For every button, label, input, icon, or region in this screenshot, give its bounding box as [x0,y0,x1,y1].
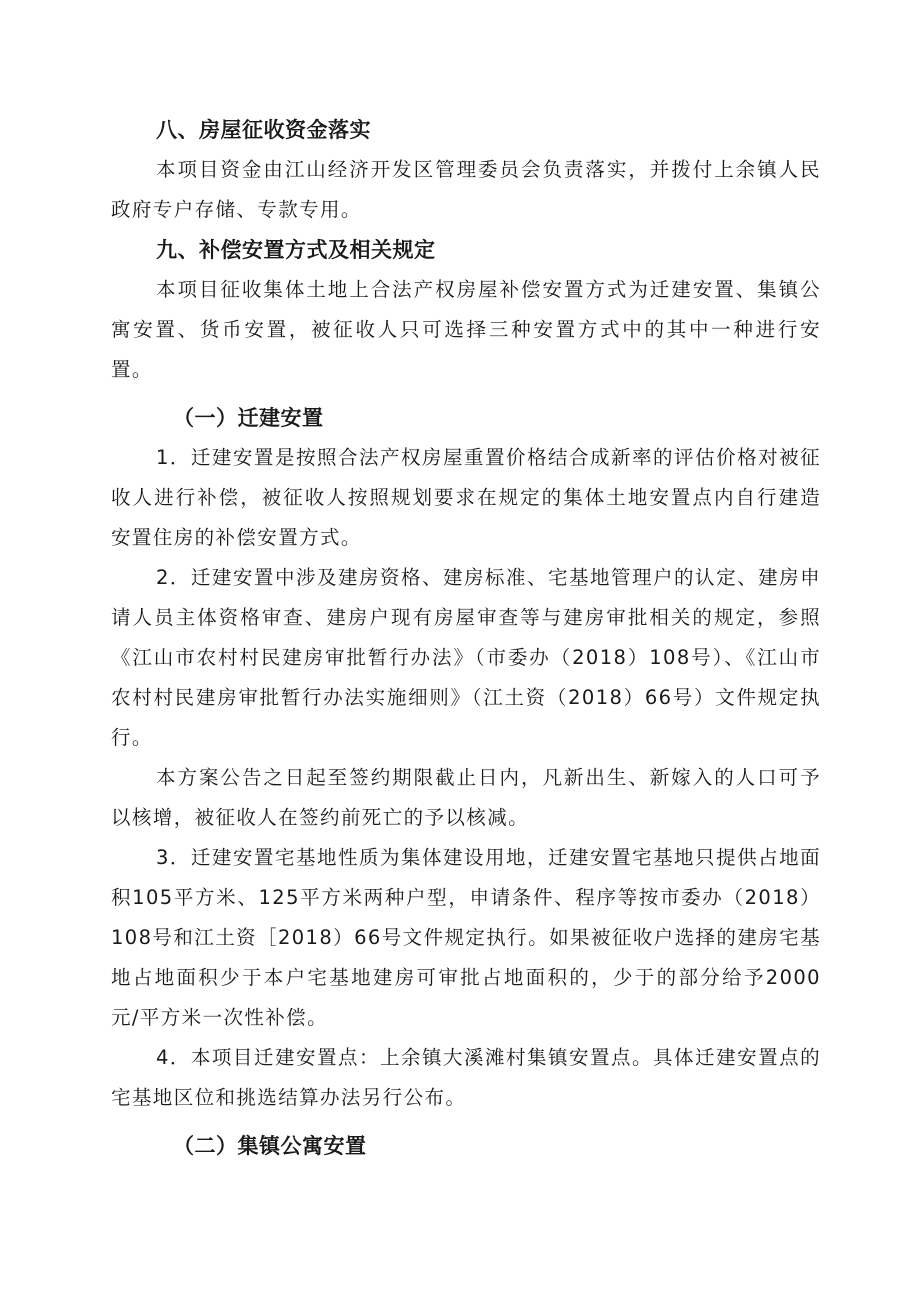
document-page [111,110,821,1166]
subsection-2-heading: （二）集镇公寓安置 [173,1134,367,1158]
subsection-1-item-4: 4．本项目迁建安置点：上余镇大溪滩村集镇安置点。具体迁建安置点的宅基地区位和挑选结算办法另行公布。 [111,1046,821,1109]
subsection-1-note: 本方案公告之日起至签约期限截止日内，凡新出生、新嫁入的人口可予以核增，被征收人在签约前死亡的予以核减。 [111,766,821,829]
subsection-1-item-3: 3．迁建安置宅基地性质为集体建设用地，迁建安置宅基地只提供占地面积105平方米、125平方米两种户型，申请条件、程序等按市委办（2018）108号和江土资［2018）66号文件规定执行。如果被征收户选择的建房宅基地占地面积少于本户宅基地建房可审批占地面积的，少于的部分给予2000元/平方米一次性补偿。 [111,846,821,1029]
subsection-1-heading: （一）迁建安置 [173,406,324,430]
section-8-paragraph: 本项目资金由江山经济开发区管理委员会负责落实，并拨付上余镇人民政府专户存储、专款专用。 [111,158,821,221]
subsection-1-item-2: 2．迁建安置中涉及建房资格、建房标准、宅基地管理户的认定、建房申请人员主体资格审查、建房户现有房屋审查等与建房审批相关的规定，参照《江山市农村村民建房审批暂行办法》（市委办（2018）108号）、《江山市农村村民建房审批暂行办法实施细则》（江土资（2018）66号）文件规定执行。 [111,566,821,749]
subsection-1-item-1: 1．迁建安置是按照合法产权房屋重置价格结合成新率的评估价格对被征收人进行补偿，被征收人按照规划要求在规定的集体土地安置点内自行建造安置住房的补偿安置方式。 [111,446,821,549]
section-9-heading: 九、补偿安置方式及相关规定 [156,238,436,262]
section-9-paragraph: 本项目征收集体土地上合法产权房屋补偿安置方式为迁建安置、集镇公寓安置、货币安置，被征收人只可选择三种安置方式中的其中一种进行安置。 [111,278,821,381]
section-8-heading: 八、房屋征收资金落实 [156,118,371,142]
